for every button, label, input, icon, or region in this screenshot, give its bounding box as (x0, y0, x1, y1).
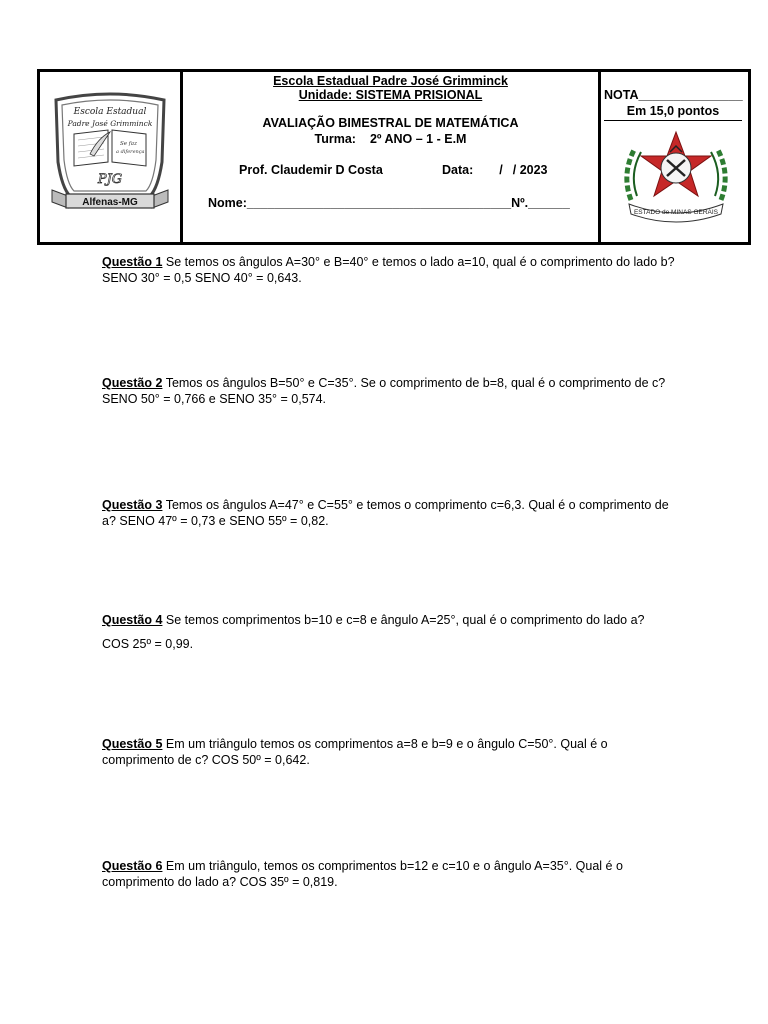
question-3-label: Questão 3 (102, 498, 163, 512)
minas-gerais-seal (617, 126, 735, 226)
question-6 (102, 858, 694, 890)
date-slash: / (499, 163, 503, 177)
class-value: 2º ANO – 1 - E.M (369, 132, 467, 146)
logo-monogram: PJG (97, 172, 123, 187)
question-5 (102, 736, 694, 768)
logo-motto-2: a diferença (116, 149, 145, 155)
question-2-line-2: SENO 50° = 0,766 e SENO 35° = 0,574. (102, 392, 327, 406)
student-name-field[interactable]: Nome:______________________________________Nº.______ (208, 196, 570, 210)
date-line (442, 163, 548, 177)
question-2-line-1: Temos os ângulos B=50° e C=35°. Se o comprimento de b=8, qual é o comprimento de c? (165, 376, 666, 390)
question-1-label: Questão 1 (102, 255, 163, 269)
question-4-label: Questão 4 (102, 613, 163, 627)
logo-line2: Padre José Grimminck (67, 119, 153, 128)
class-line (183, 132, 598, 146)
question-5-line-2: comprimento de c? COS 50º = 0,642. (102, 753, 310, 767)
question-1 (102, 254, 694, 286)
seal-banner-text: ESTADO de MINAS GERAIS (633, 209, 719, 216)
question-6-line-1: Em um triângulo, temos os comprimentos b=12 e c=10 e o ângulo A=35°. Qual é o (165, 859, 623, 873)
question-6-label: Questão 6 (102, 859, 163, 873)
question-5-label: Questão 5 (102, 737, 163, 751)
grade-field[interactable]: NOTA_______________ (604, 88, 743, 102)
school-name: Escola Estadual Padre José Grimminck (273, 74, 508, 88)
exam-header (37, 69, 751, 245)
logo-motto-1: Se faz (120, 141, 137, 147)
unit-name: Unidade: SISTEMA PRISIONAL (298, 88, 483, 102)
question-6-line-2: comprimento do lado a? COS 35º = 0,819. (102, 875, 338, 889)
logo-city: Alfenas-MG (82, 197, 138, 208)
question-4-line-1: Se temos comprimentos b=10 e c=8 e ângulo A=25°, qual é o comprimento do lado a? (165, 613, 645, 627)
grade-points: Em 15,0 pontos (604, 104, 742, 121)
grade-cell (598, 72, 748, 242)
question-5-line-1: Em um triângulo temos os comprimentos a=8 e b=9 e o ângulo C=50°. Qual é o (165, 737, 608, 751)
question-3-line-2: a? SENO 47º = 0,73 e SENO 55º = 0,82. (102, 514, 329, 528)
exam-title: AVALIAÇÃO BIMESTRAL DE MATEMÁTICA (262, 116, 519, 130)
date-label: Data: (442, 163, 474, 177)
question-1-line-2: SENO 30° = 0,5 SENO 40° = 0,643. (102, 271, 302, 285)
question-1-line-1: Se temos os ângulos A=30° e B=40° e temos o lado a=10, qual é o comprimento do lado b? (165, 255, 675, 269)
date-year: / 2023 (512, 163, 548, 177)
class-label: Turma: (314, 132, 356, 146)
question-2-label: Questão 2 (102, 376, 163, 390)
question-3-line-1: Temos os ângulos A=47° e C=55° e temos o comprimento c=6,3. Qual é o comprimento de (165, 498, 669, 512)
question-4 (102, 612, 694, 652)
logo-line1: Escola Estadual (73, 107, 147, 117)
school-logo-cell (40, 72, 183, 242)
exam-info-cell (183, 72, 598, 242)
question-4-cos-value: COS 25º = 0,99. (102, 637, 194, 651)
question-2 (102, 375, 694, 407)
question-3 (102, 497, 694, 529)
school-crest-logo (50, 92, 170, 224)
professor-name: Prof. Claudemir D Costa (239, 163, 383, 177)
